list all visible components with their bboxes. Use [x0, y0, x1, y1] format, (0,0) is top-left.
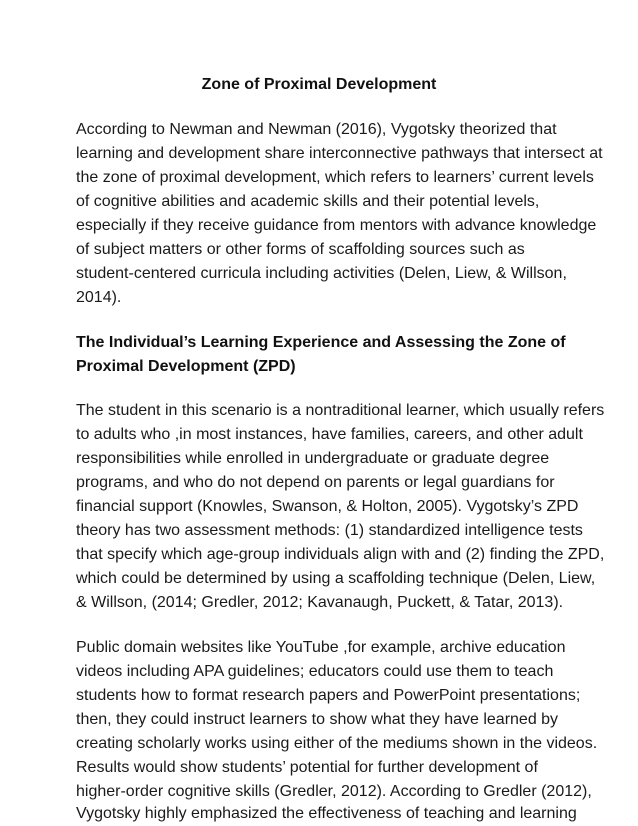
section-heading-line: The Individual’s Learning Experience and Assessing the Zone of [76, 334, 566, 351]
paragraph-2-line: & Willson, (2014; Gredler, 2012; Kavanaugh, Puckett, & Tatar, 2013). [76, 594, 564, 611]
paragraph-2-line: The student in this scenario is a nontraditional learner, which usually refers [76, 402, 605, 419]
paragraph-1-line: According to Newman and Newman (2016), Vygotsky theorized that [76, 121, 557, 138]
paragraph-2-line: to adults who ,in most instances, have families, careers, and other adult [76, 426, 583, 443]
paragraph-3-line: Results would show students’ potential for further development of [76, 759, 538, 776]
paragraph-2-line: theory has two assessment methods: (1) standardized intelligence tests [76, 522, 583, 539]
paragraph-3-line: Public domain websites like YouTube ,for example, archive education [76, 639, 566, 656]
paragraph-2-line: financial support (Knowles, Swanson, & Holton, 2005). Vygotsky’s ZPD [76, 498, 579, 515]
paragraph-3-line: students how to format research papers and PowerPoint presentations; [76, 687, 581, 704]
paragraph-3-line: higher-order cognitive skills (Gredler, 2012). According to Gredler (2012), [76, 783, 592, 800]
paragraph-1-line: especially if they receive guidance from mentors with advance knowledge [76, 217, 597, 234]
document-title: Zone of Proximal Development [201, 76, 437, 93]
paragraph-1-line: learning and development share interconnective pathways that intersect at [76, 145, 603, 162]
paragraph-1-line: of subject matters or other forms of scaffolding sources such as [76, 241, 525, 258]
paragraph-1-line: of cognitive abilities and academic skills and their potential levels, [76, 193, 540, 210]
paragraph-2-line: which could be determined by using a scaffolding technique (Delen, Liew, [76, 570, 596, 587]
paragraph-3-line: videos including APA guidelines; educators could use them to teach [76, 663, 554, 680]
paragraph-1-line: student-centered curricula including activities (Delen, Liew, & Willson, [76, 265, 567, 282]
paragraph-1-line: the zone of proximal development, which refers to learners’ current levels [76, 169, 594, 186]
paragraph-2-line: responsibilities while enrolled in undergraduate or graduate degree [76, 450, 550, 467]
paragraph-3-line: creating scholarly works using either of the mediums shown in the videos. [76, 735, 598, 752]
paragraph-1-line: 2014). [76, 289, 122, 306]
paragraph-2-line: that specify which age-group individuals align with and (2) finding the ZPD, [76, 546, 605, 563]
section-heading-line: Proximal Development (ZPD) [76, 358, 296, 375]
paragraph-3-line: then, they could instruct learners to show what they have learned by [76, 711, 559, 728]
paragraph-2-line: programs, and who do not depend on parents or legal guardians for [76, 474, 555, 491]
paragraph-3-line: Vygotsky highly emphasized the effectiveness of teaching and learning [76, 805, 577, 822]
